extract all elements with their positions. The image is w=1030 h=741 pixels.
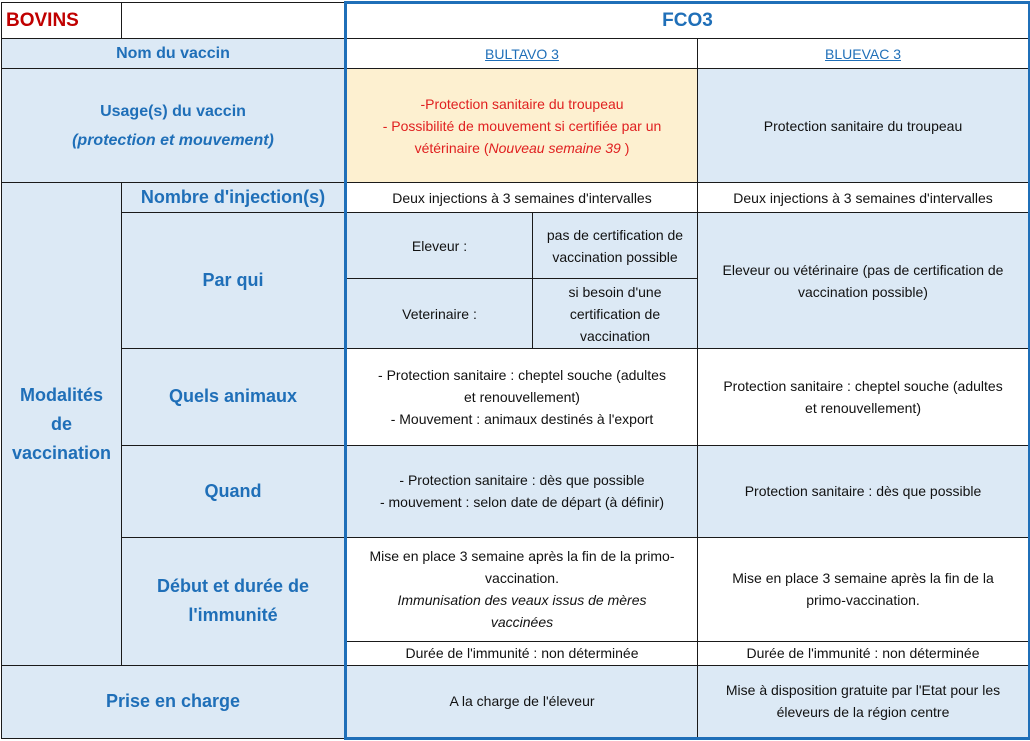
usage-label-line1: Usage(s) du vaccin xyxy=(100,102,246,120)
bultavo-debut-cell xyxy=(346,537,698,641)
row-injections xyxy=(2,183,1030,213)
debut-label-line1: Début et durée de xyxy=(156,576,310,597)
bultavo-usage-line2: - Possibilité de mouvement si certifiée par un xyxy=(382,117,662,134)
bluevac-parqui-line2: vaccination possible) xyxy=(798,283,928,300)
usage-label xyxy=(2,69,346,183)
debut-label xyxy=(122,537,346,665)
row-debut xyxy=(2,537,1030,641)
row-nom-vaccin xyxy=(2,39,1030,69)
bluevac-usage-cell: Protection sanitaire du troupeau xyxy=(698,69,1030,183)
quand-label: Quand xyxy=(122,445,346,537)
bluevac-injections-cell: Deux injections à 3 semaines d'intervalles xyxy=(698,183,1030,213)
bultavo-animaux-line3: - Mouvement : animaux destinés à l'export xyxy=(390,410,654,427)
bluevac-animaux-line2: et renouvellement) xyxy=(805,399,921,416)
bluevac-link[interactable]: BLUEVAC 3 xyxy=(825,45,901,62)
row-animaux xyxy=(2,349,1030,445)
usage-label-line2: (protection et mouvement) xyxy=(72,131,274,149)
modalites-line1: Modalités xyxy=(19,384,103,405)
modalites-line3: vaccination xyxy=(11,442,112,463)
bluevac-prise-line1: Mise à disposition gratuite par l'Etat pour les xyxy=(725,682,1001,699)
prise-label: Prise en charge xyxy=(2,665,346,738)
vet-value-line1: si besoin d'une xyxy=(568,283,662,300)
header-row xyxy=(2,3,1030,39)
bultavo-usage-cell xyxy=(346,69,698,183)
bluevac-quand-cell: Protection sanitaire : dès que possible xyxy=(698,445,1030,537)
modalites-line2: de xyxy=(50,413,72,434)
bluevac-name-cell xyxy=(698,39,1030,69)
bovins-title: BOVINS xyxy=(2,3,122,39)
bultavo-quand-cell xyxy=(346,445,698,537)
vet-value-line3: vaccination xyxy=(579,327,651,344)
nom-vaccin-label: Nom du vaccin xyxy=(2,39,346,69)
bultavo-usage-line3-end: ) xyxy=(620,139,630,156)
bluevac-prise-line2: éleveurs de la région centre xyxy=(776,704,950,721)
bluevac-parqui-line1: Eleveur ou vétérinaire (pas de certification de xyxy=(722,261,1004,278)
bultavo-debut-line2: vaccination. xyxy=(485,570,559,587)
row-quand xyxy=(2,445,1030,537)
bluevac-animaux-cell xyxy=(698,349,1030,445)
veterinaire-value-cell xyxy=(533,279,698,349)
bultavo-quand-line2: - mouvement : selon date de départ (à définir) xyxy=(379,494,665,511)
bultavo-quand-line1: - Protection sanitaire : dès que possible xyxy=(399,472,645,489)
bultavo-duree-cell: Durée de l'immunité : non déterminée xyxy=(346,641,698,665)
bultavo-debut-line4: vaccinées xyxy=(490,614,554,631)
veterinaire-cell: Veterinaire : xyxy=(346,279,533,349)
bluevac-duree-cell: Durée de l'immunité : non déterminée xyxy=(698,641,1030,665)
parqui-label: Par qui xyxy=(122,213,346,349)
fco3-title: FCO3 xyxy=(346,3,1030,39)
bultavo-usage-line3 xyxy=(353,137,691,159)
row-parqui-eleveur xyxy=(2,213,1030,279)
bultavo-animaux-line2: et renouvellement) xyxy=(464,388,580,405)
vet-value-line2: certification de xyxy=(569,305,661,322)
eleveur-value-cell xyxy=(533,213,698,279)
bluevac-parqui-cell xyxy=(698,213,1030,349)
bluevac-prise-cell xyxy=(698,665,1030,738)
vaccine-comparison-table xyxy=(1,1,1030,740)
row-usage xyxy=(2,69,1030,183)
bultavo-usage-line3-start: vétérinaire ( xyxy=(414,139,489,156)
animaux-label: Quels animaux xyxy=(122,349,346,445)
bultavo-debut-line1: Mise en place 3 semaine après la fin de la primo- xyxy=(369,548,675,565)
eleveur-cell: Eleveur : xyxy=(346,213,533,279)
bultavo-animaux-line1: - Protection sanitaire : cheptel souche (adultes xyxy=(378,366,666,383)
row-prise xyxy=(2,665,1030,738)
eleveur-value-line2: vaccination possible xyxy=(552,248,678,265)
bluevac-debut-line2: primo-vaccination. xyxy=(806,592,920,609)
bluevac-animaux-line1: Protection sanitaire : cheptel souche (adultes xyxy=(723,377,1003,394)
modalites-label xyxy=(2,183,122,666)
debut-label-line2: l'immunité xyxy=(188,605,278,626)
bluevac-debut-cell xyxy=(698,537,1030,641)
bultavo-usage-new-week: Nouveau semaine 39 xyxy=(488,139,621,156)
bultavo-injections-cell: Deux injections à 3 semaines d'intervalles xyxy=(346,183,698,213)
bultavo-debut-line3: Immunisation des veaux issus de mères xyxy=(397,592,647,609)
eleveur-value-line1: pas de certification de xyxy=(546,226,684,243)
bultavo-prise-cell: A la charge de l'éleveur xyxy=(346,665,698,738)
bultavo-animaux-cell xyxy=(346,349,698,445)
bultavo-name-cell xyxy=(346,39,698,69)
bultavo-usage-line1: -Protection sanitaire du troupeau xyxy=(420,95,624,112)
injections-label: Nombre d'injection(s) xyxy=(122,183,346,213)
header-empty-cell xyxy=(122,3,346,39)
bluevac-debut-line1: Mise en place 3 semaine après la fin de la xyxy=(732,570,994,587)
bultavo-link[interactable]: BULTAVO 3 xyxy=(485,45,559,62)
